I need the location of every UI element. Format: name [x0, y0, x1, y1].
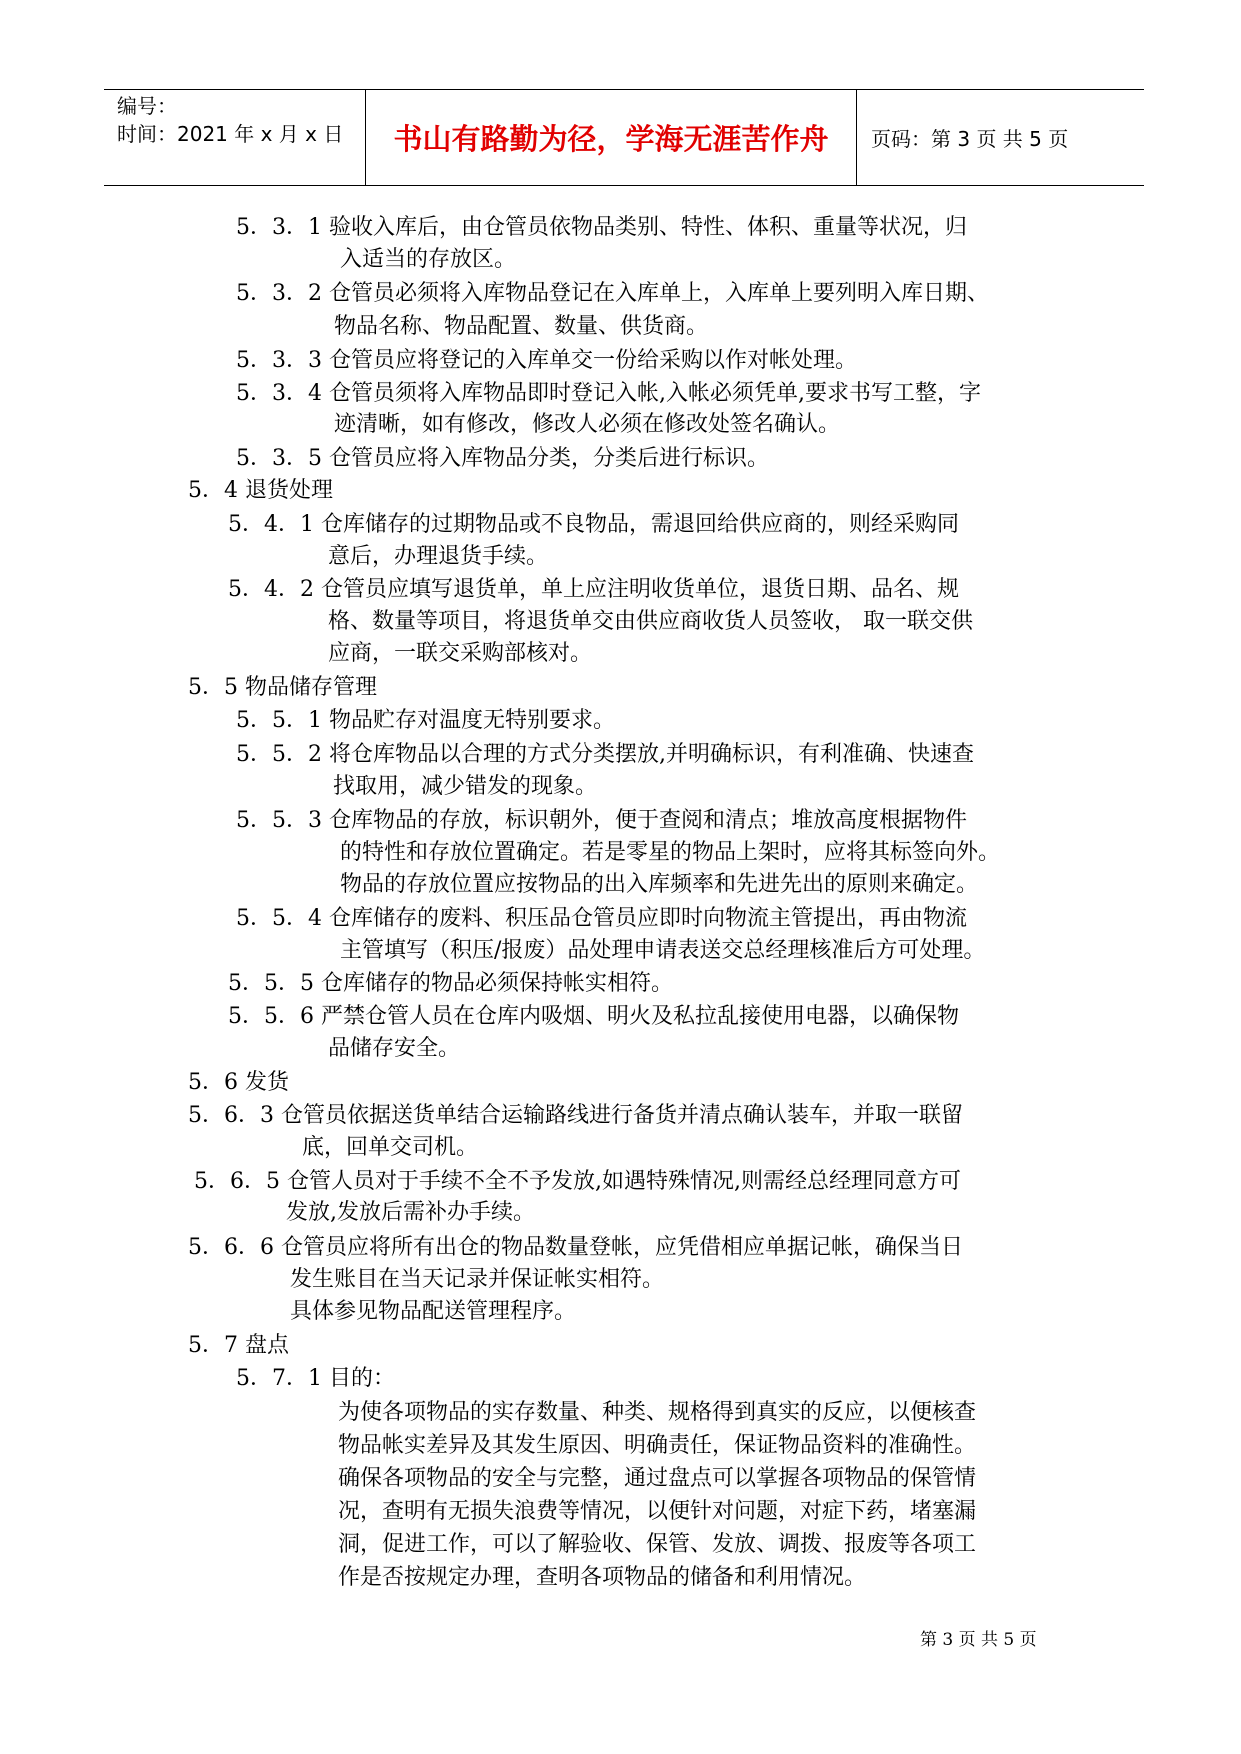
- body-line: 作是否按规定办理，查明各项物品的储备和利用情况。: [338, 1565, 867, 1590]
- body-line: 5．6．3 仓管员依据送货单结合运输路线进行备货并清点确认装车，并取一联留: [188, 1103, 963, 1128]
- header-motto: 书山有路勤为径，学海无涯苦作舟: [393, 122, 829, 156]
- header-page-info: 页码：第 3 页 共 5 页: [871, 127, 1069, 151]
- body-line: 5．5．6 严禁仓管人员在仓库内吸烟、明火及私拉乱接使用电器，以确保物: [228, 1004, 959, 1029]
- body-line: 5．5．2 将仓库物品以合理的方式分类摆放,并明确标识，有利准确、快速查: [236, 742, 974, 767]
- body-line: 的特性和存放位置确定。若是零星的物品上架时，应将其标签向外。: [340, 840, 1001, 865]
- body-line: 5．5．3 仓库物品的存放，标识朝外，便于查阅和清点；堆放高度根据物件: [236, 808, 967, 833]
- body-line: 确保各项物品的安全与完整，通过盘点可以掌握各项物品的保管情: [338, 1466, 977, 1491]
- body-line: 为使各项物品的实存数量、种类、规格得到真实的反应，以便核查: [338, 1400, 977, 1425]
- body-line: 5．3．5 仓管员应将入库物品分类，分类后进行标识。: [236, 446, 769, 471]
- body-line: 物品的存放位置应按物品的出入库频率和先进先出的原则来确定。: [340, 872, 979, 897]
- body-line: 5．5．5 仓库储存的物品必须保持帐实相符。: [228, 971, 673, 996]
- body-line: 5．6．6 仓管员应将所有出仓的物品数量登帐，应凭借相应单据记帐，确保当日: [188, 1235, 963, 1260]
- body-line: 具体参见物品配送管理程序。: [290, 1299, 577, 1324]
- body-line: 品储存安全。: [328, 1036, 461, 1061]
- body-line: 5．3．3 仓管员应将登记的入库单交一份给采购以作对帐处理。: [236, 348, 857, 373]
- body-line: 5．3．4 仓管员须将入库物品即时登记入帐,入帐必须凭单,要求书写工整，字: [236, 381, 981, 406]
- body-line: 5．5．1 物品贮存对温度无特别要求。: [236, 708, 615, 733]
- body-line: 物品名称、物品配置、数量、供货商。: [334, 314, 709, 339]
- body-line: 应商，一联交采购部核对。: [328, 641, 593, 666]
- header-meta: [104, 90, 366, 185]
- body-line: 发生账目在当天记录并保证帐实相符。: [290, 1267, 665, 1292]
- section-heading: 5．7 盘点: [188, 1333, 289, 1358]
- body-line: 底，回单交司机。: [302, 1135, 479, 1160]
- body-line: 5．4．1 仓库储存的过期物品或不良物品，需退回给供应商的，则经采购同: [228, 512, 959, 537]
- body-line: 5．3．2 仓管员必须将入库物品登记在入库单上，入库单上要列明入库日期、: [236, 281, 989, 306]
- page-footer: 第 3 页 共 5 页: [920, 1630, 1037, 1650]
- body-line: 找取用，减少错发的现象。: [333, 774, 598, 799]
- body-line: 5．4．2 仓管员应填写退货单，单上应注明收货单位，退货日期、品名、规: [228, 577, 959, 602]
- body-line: 况，查明有无损失浪费等情况，以便针对问题，对症下药，堵塞漏: [338, 1499, 977, 1524]
- body-line: 5．5．4 仓库储存的废料、积压品仓管员应即时向物流主管提出，再由物流: [236, 906, 967, 931]
- body-line: 物品帐实差异及其发生原因、明确责任，保证物品资料的准确性。: [338, 1433, 977, 1458]
- document-header: [104, 89, 1144, 186]
- body-line: 5．3．1 验收入库后，由仓管员依物品类别、特性、体积、重量等状况，归: [236, 215, 967, 240]
- body-line: 入适当的存放区。: [340, 247, 517, 272]
- section-heading: 5．6 发货: [188, 1070, 289, 1095]
- body-line: 格、数量等项目，将退货单交由供应商收货人员签收， 取一联交供: [328, 609, 973, 634]
- section-heading: 5．5 物品储存管理: [188, 675, 377, 700]
- body-line: 主管填写（积压/报废）品处理申请表送交总经理核准后方可处理。: [340, 938, 986, 963]
- body-line: 5．6．5 仓管人员对于手续不全不予发放,如遇特殊情况,则需经总经理同意方可: [194, 1169, 961, 1194]
- body-line: 迹清晰，如有修改，修改人必须在修改处签名确认。: [334, 412, 841, 437]
- body-line: 意后，办理退货手续。: [328, 544, 549, 569]
- body-line: 发放,发放后需补办手续。: [286, 1200, 535, 1225]
- header-motto-cell: [366, 90, 857, 185]
- body-line: 洞，促进工作，可以了解验收、保管、发放、调拨、报废等各项工: [338, 1532, 977, 1557]
- body-line: 5．7．1 目的：: [236, 1366, 395, 1391]
- section-heading: 5．4 退货处理: [188, 478, 333, 503]
- document-number-label: 编号：: [117, 94, 177, 118]
- document-time-label: 时间：2021 年 x 月 x 日: [117, 122, 344, 146]
